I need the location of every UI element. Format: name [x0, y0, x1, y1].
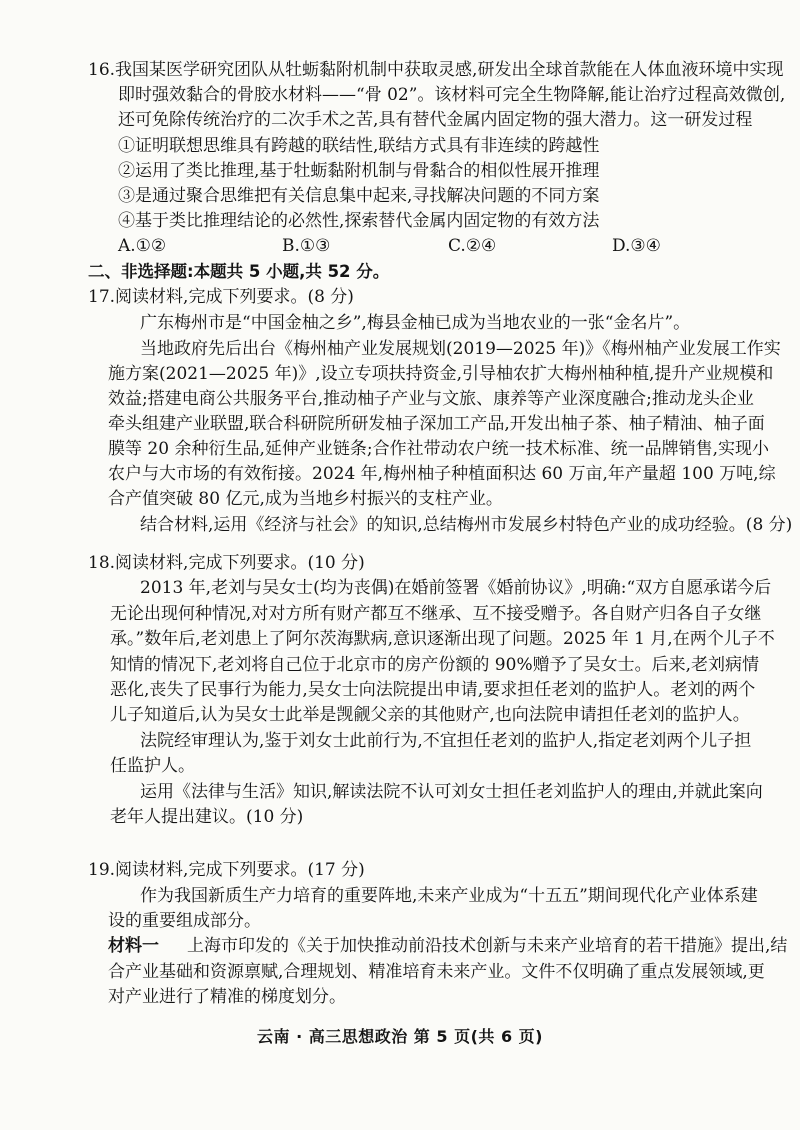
q17-heading: 17.阅读材料,完成下列要求。(8 分) — [88, 287, 354, 307]
q16-option-a: A.①② — [118, 236, 167, 256]
q19-material1-line-2: 合产业基础和资源禀赋,合理规划、精准培育未来产业。文件不仅明确了重点发展领域,更 — [108, 962, 765, 982]
q18-material-line-3: 承。”数年后,老刘患上了阿尔茨海默病,意识逐渐出现了问题。2025 年 1 月,在两个儿子不 — [110, 629, 775, 649]
q18-requirement-line-1: 运用《法律与生活》知识,解读法院不认可刘女士担任老刘监护人的理由,并就此案向 — [140, 782, 763, 802]
q19-intro-line-2: 设的重要组成部分。 — [108, 911, 261, 931]
q17-material-line-2: 当地政府先后出台《梅州柚产业发展规划(2019—2025 年)》《梅州柚产业发展工作实 — [140, 339, 781, 359]
q17-material-line-5: 牵头组建产业联盟,联合科研院所研发柚子深加工产品,开发出柚子茶、柚子精油、柚子面 — [108, 414, 765, 434]
q19-material1-line-1 — [108, 934, 787, 958]
q18-requirement-line-2: 老年人提出建议。(10 分) — [110, 807, 304, 827]
q16-option-d: D.③④ — [612, 236, 661, 256]
q18-material-line-4: 知情的情况下,老刘将自己位于北京市的房产份额的 90%赠予了吴女士。后来,老刘病情 — [110, 655, 759, 675]
q19-intro-line-1: 作为我国新质生产力培育的重要阵地,未来产业成为“十五五”期间现代化产业体系建 — [140, 886, 758, 906]
q16-statement-3: ③是通过聚合思维把有关信息集中起来,寻找解决问题的不同方案 — [118, 186, 600, 206]
q19-material1-text-1: 上海市印发的《关于加快推动前沿技术创新与未来产业培育的若干措施》提出,结 — [187, 936, 788, 956]
q18-material-line-1: 2013 年,老刘与吴女士(均为丧偶)在婚前签署《婚前协议》,明确:“双方自愿承诺今后 — [140, 578, 772, 598]
q17-material-line-6: 膜等 20 余种衍生品,延伸产业链条;合作社带动农户统一技术标准、统一品牌销售,实现小 — [108, 439, 769, 459]
q18-material-line-5: 恶化,丧失了民事行为能力,吴女士向法院提出申请,要求担任老刘的监护人。老刘的两个 — [110, 680, 756, 700]
q18-material-line-6: 儿子知道后,认为吴女士此举是觊觎父亲的其他财产,也向法院申请担任老刘的监护人。 — [110, 705, 750, 725]
q18-court-line-2: 任监护人。 — [110, 756, 195, 776]
q18-court-line-1: 法院经审理认为,鉴于刘女士此前行为,不宜担任老刘的监护人,指定老刘两个儿子担 — [140, 731, 752, 751]
q19-material1-label: 材料一 — [108, 936, 159, 956]
q16-statement-4: ④基于类比推理结论的必然性,探索替代金属内固定物的有效方法 — [118, 211, 600, 231]
q16-statement-2: ②运用了类比推理,基于牡蛎黏附机制与骨黏合的相似性展开推理 — [118, 161, 600, 181]
q17-material-line-8: 合产值突破 80 亿元,成为当地乡村振兴的支柱产业。 — [108, 489, 503, 509]
q17-material-line-7: 农户与大市场的有效衔接。2024 年,梅州柚子种植面积达 60 万亩,年产量超 100 万吨,综 — [108, 464, 776, 484]
q16-stem-line-3: 还可免除传统治疗的二次手术之苦,具有替代金属内固定物的强大潜力。这一研发过程 — [118, 110, 753, 130]
q18-heading: 18.阅读材料,完成下列要求。(10 分) — [88, 553, 365, 573]
q16-option-b: B.①③ — [282, 236, 331, 256]
q16-option-c: C.②④ — [448, 236, 497, 256]
q18-material-line-2: 无论出现何种情况,对对方所有财产都互不继承、互不接受赠予。各自财产归各自子女继 — [110, 604, 762, 624]
page-footer: 云南 · 高三思想政治 第 5 页(共 6 页) — [257, 1027, 543, 1046]
section-heading: 二、非选择题:本题共 5 小题,共 52 分。 — [88, 262, 390, 281]
q19-material1-line-3: 对产业进行了精准的梯度划分。 — [108, 987, 346, 1007]
q17-material-line-1: 广东梅州市是“中国金柚之乡”,梅县金柚已成为当地农业的一张“金名片”。 — [140, 313, 691, 333]
q17-material-line-4: 效益;搭建电商公共服务平台,推动柚子产业与文旅、康养等产业深度融合;推动龙头企业 — [108, 389, 754, 409]
q17-requirement: 结合材料,运用《经济与社会》的知识,总结梅州市发展乡村特色产业的成功经验。(8 分) — [140, 515, 793, 535]
q17-material-line-3: 施方案(2021—2025 年)》,设立专项扶持资金,引导柚农扩大梅州柚种植,提升产业规模和 — [108, 364, 774, 384]
q19-heading: 19.阅读材料,完成下列要求。(17 分) — [88, 860, 365, 880]
q16-stem-line-2: 即时强效黏合的骨胶水材料——“骨 02”。该材料可完全生物降解,能让治疗过程高效微创, — [118, 85, 786, 105]
q16-stem-line-1: 16.我国某医学研究团队从牡蛎黏附机制中获取灵感,研发出全球首款能在人体血液环境中实现 — [88, 60, 784, 80]
q16-statement-1: ①证明联想思维具有跨越的联结性,联结方式具有非连续的跨越性 — [118, 136, 600, 156]
